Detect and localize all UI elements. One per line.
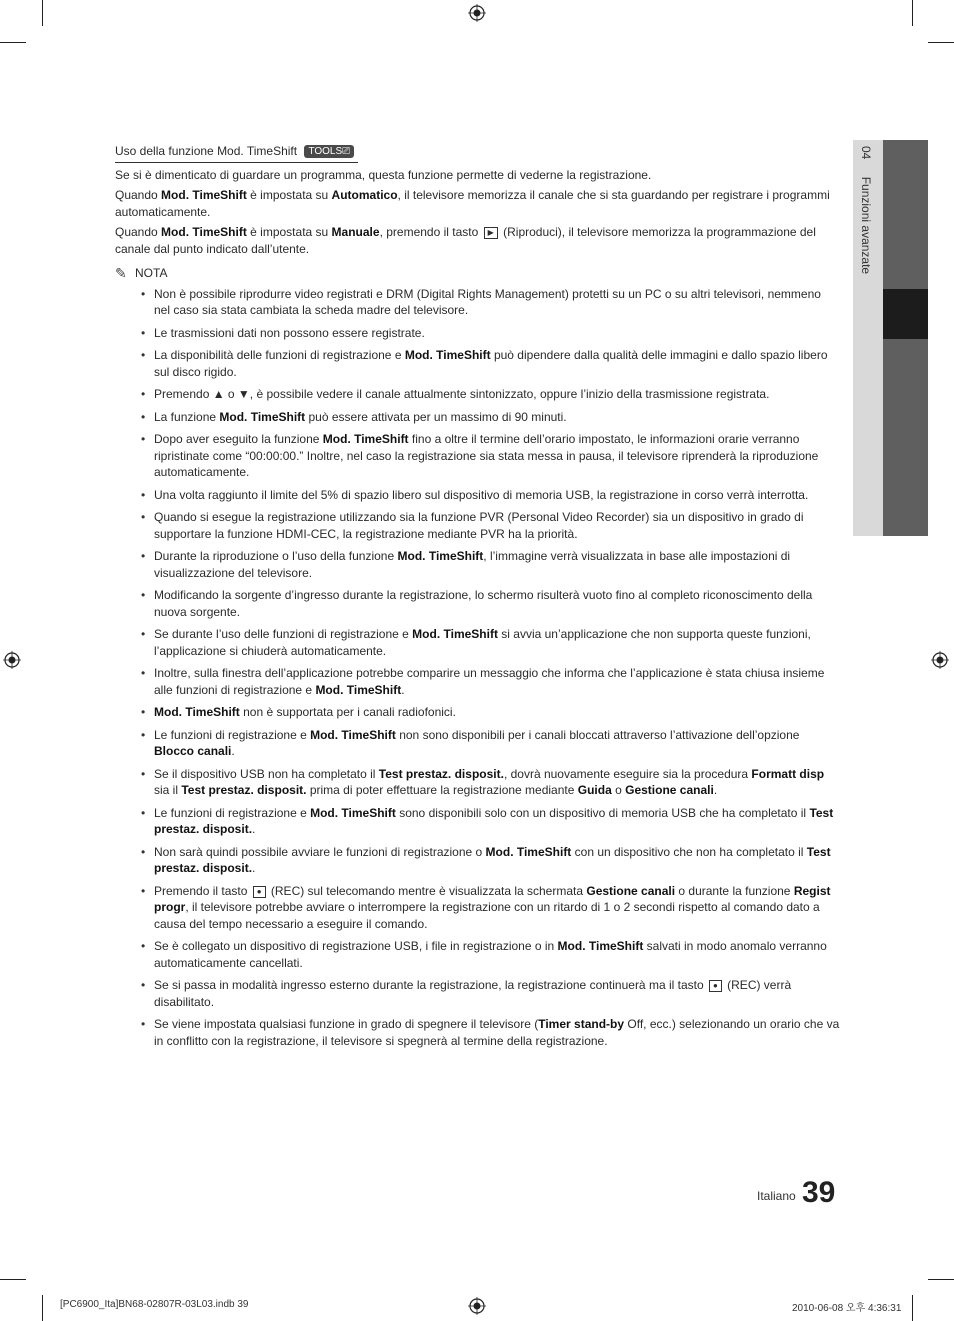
text-run: , premendo il tasto — [379, 225, 482, 239]
bold-term: Blocco canali — [154, 744, 232, 758]
text-run: Se viene impostata qualsiasi funzione in grado di spegnere il televisore ( — [154, 1017, 539, 1031]
text-run: Off, ecc.) selezionando un orario che va in conflitto con la registrazione, il televisore si spegnerà al termine della registrazione. — [154, 1017, 840, 1048]
text-run: . — [713, 783, 718, 797]
note-bullet-item — [154, 1016, 840, 1049]
text-run: La disponibilità delle funzioni di registrazione e — [154, 348, 405, 362]
text-run: . — [252, 861, 256, 875]
side-tab-active-marker — [883, 289, 928, 339]
crop-mark — [42, 0, 43, 26]
note-bullet-item — [154, 704, 840, 721]
note-bullet-item — [154, 766, 840, 799]
text-run: . — [252, 822, 256, 836]
bold-term: Mod. TimeShift — [485, 844, 572, 859]
intro-paragraphs — [115, 167, 840, 258]
text-run: Se durante l’uso delle funzioni di registrazione e — [154, 627, 413, 641]
registration-mark-icon — [468, 1297, 486, 1315]
text-run: Se si è dimenticato di guardare un programma, questa funzione permette di vederne la registrazione. — [115, 167, 652, 182]
text-run: (REC) verrà disabilitato. — [154, 978, 792, 1009]
text-run: Quando — [115, 225, 162, 239]
text-run: salvati in modo anomalo verranno automaticamente cancellati. — [154, 939, 827, 970]
bold-term: Gestione canali — [625, 783, 714, 797]
note-bullet-item — [154, 386, 840, 403]
note-bullet-item — [154, 665, 840, 698]
bold-term: Timer stand-by — [538, 1017, 625, 1031]
text-run: o — [611, 783, 626, 797]
text-run: , il televisore memorizza il canale che si sta guardando per registrare i programmi automaticamente. — [115, 188, 830, 219]
text-run: sono disponibili solo con un dispositivo di memoria USB che ha completato il — [395, 805, 810, 820]
text-run: prima di poter effettuare la registrazione mediante — [306, 783, 578, 797]
text-run: , l’immagine verrà visualizzata in base alle impostazioni di visualizzazione del televisore. — [154, 549, 791, 580]
note-bullet-list — [115, 286, 840, 1050]
bold-term: Mod. TimeShift — [154, 705, 240, 719]
crop-mark — [928, 1279, 954, 1280]
bold-term: Mod. TimeShift — [310, 727, 396, 742]
rec-button-icon: ● — [709, 980, 722, 992]
bold-term: Manuale — [331, 225, 380, 239]
note-bullet-item — [154, 938, 840, 971]
bold-term: Guida — [577, 783, 612, 797]
side-tab-dark-band — [883, 339, 928, 536]
bold-term: Formatt disp — [751, 766, 825, 781]
registration-mark-icon — [3, 651, 21, 669]
note-bullet-item — [154, 883, 840, 933]
text-run: Le funzioni di registrazione e — [154, 805, 311, 820]
bold-term: Mod. TimeShift — [557, 939, 644, 953]
note-bullet-item — [154, 805, 840, 838]
bold-term: Mod. TimeShift — [397, 549, 484, 563]
bold-term: Gestione canali — [586, 883, 676, 898]
note-bullet-item — [154, 727, 840, 760]
text-run: sia il — [154, 783, 182, 797]
registration-mark-icon — [468, 4, 486, 22]
print-date-info: 2010-06-08 오후 4:36:31 — [792, 1303, 902, 1314]
note-bullet-item — [154, 509, 840, 542]
crop-mark — [928, 42, 954, 43]
crop-mark — [42, 1295, 43, 1321]
crop-mark — [912, 1295, 913, 1321]
page-number: 39 — [802, 1176, 836, 1209]
crop-mark — [0, 1279, 26, 1280]
text-run: con un dispositivo che non ha completato il — [571, 844, 807, 859]
text-run: Quando — [115, 188, 162, 202]
text-run: Se si passa in modalità ingresso esterno durante la registrazione, la registrazione continuerà ma il tasto — [154, 978, 707, 992]
bold-term: Automatico — [331, 188, 398, 202]
body-paragraph — [115, 224, 840, 257]
section-title-text: Uso della funzione Mod. TimeShift — [115, 144, 298, 158]
note-label: NOTA — [135, 266, 168, 280]
bold-term: Test prestaz. disposit. — [181, 783, 307, 797]
text-run: può essere attivata per un massimo di 90 minuti. — [305, 409, 567, 424]
bold-term: Mod. TimeShift — [315, 682, 402, 697]
text-run: , dovrà nuovamente eseguire sia la procedura — [503, 766, 752, 781]
text-run: (REC) sul telecomando mentre è visualizzata la schermata — [267, 883, 587, 898]
bold-term: Mod. TimeShift — [161, 225, 247, 239]
text-run: . — [231, 744, 235, 758]
bold-term: Regist progr — [154, 883, 831, 914]
note-bullet-item — [154, 626, 840, 659]
note-bullet-item — [154, 325, 840, 342]
crop-mark — [0, 42, 26, 43]
text-run: è impostata su — [246, 188, 332, 202]
bold-term: Test prestaz. disposit. — [378, 766, 504, 781]
print-file-info: [PC6900_Ita]BN68-02807R-03L03.indb 39 — [60, 1299, 249, 1310]
pencil-note-icon: ✎ — [115, 265, 127, 281]
chapter-number: 04 — [859, 146, 873, 160]
footer-language: Italiano — [757, 1189, 796, 1203]
chapter-side-tab — [853, 140, 928, 536]
text-run: . — [401, 682, 405, 697]
note-bullet-item — [154, 286, 840, 319]
text-run: Se è collegato un dispositivo di registrazione USB, i file in registrazione o in — [154, 939, 558, 953]
play-button-icon: ▶ — [484, 227, 498, 239]
text-run: o durante la funzione — [675, 883, 794, 898]
note-bullet-item — [154, 548, 840, 581]
note-bullet-item — [154, 487, 840, 504]
bold-term: Test prestaz. disposit. — [154, 844, 831, 875]
text-run: Dopo aver eseguito la funzione — [154, 432, 323, 446]
text-run: Modificando la sorgente d’ingresso durante la registrazione, lo schermo risulterà vuoto fino al completo riconoscimento della nuova sorgente. — [154, 588, 813, 619]
text-run: non è supportata per i canali radiofonici. — [239, 705, 456, 719]
note-bullet-item — [154, 431, 840, 481]
crop-mark — [912, 0, 913, 26]
registration-mark-icon — [931, 651, 949, 669]
rec-button-icon: ● — [253, 886, 266, 898]
text-run: non sono disponibili per i canali bloccati attraverso l’attivazione dell’opzione — [395, 727, 800, 742]
text-run: Quando si esegue la registrazione utilizzando sia la funzione PVR (Personal Video Recorder) sia un dispositivo in grado di supportare la funzione HDMI-CEC, la registrazione mediante PVR ha la priorità. — [154, 510, 804, 541]
text-run: , il televisore potrebbe avviare o interrompere la registrazione con un ritardo di 1 o 2 secondi rispetto al comando dato a causa del tempo necessario a eseguire il comando. — [154, 900, 820, 931]
note-bullet-item — [154, 587, 840, 620]
bold-term: Test prestaz. disposit. — [154, 805, 834, 836]
text-run: Inoltre, sulla finestra dell’applicazione potrebbe comparire un messaggio che informa che l’applicazione è stata chiusa insieme alle funzioni di registrazione e — [154, 666, 825, 697]
text-run: Premendo ▲ o ▼, è possibile vedere il canale attualmente sintonizzato, oppure l’inizio della trasmissione registrata. — [154, 387, 770, 401]
text-run: Le trasmissioni dati non possono essere registrate. — [154, 325, 425, 340]
note-heading — [115, 265, 840, 282]
tools-icon: ⎚ — [342, 146, 351, 157]
bold-term: Mod. TimeShift — [219, 409, 306, 424]
bold-term: Mod. TimeShift — [404, 348, 491, 362]
body-paragraph — [115, 167, 840, 184]
text-run: (Riproduci), il televisore memorizza la programmazione del canale dal punto indicato dall’utente. — [115, 225, 816, 256]
tools-badge-label: TOOLS — [308, 146, 343, 157]
bold-term: Mod. TimeShift — [322, 432, 409, 446]
text-run: fino a oltre il termine dell’orario impostato, le informazioni orarie verranno ripristinate come “00:00:00.” Inoltre, nel caso la registrazione sia stata messa in pausa, il televisore riprenderà la riproduzione automaticamente. — [154, 432, 819, 479]
note-bullet-item — [154, 844, 840, 877]
text-run: Non sarà quindi possibile avviare le funzioni di registrazione o — [154, 844, 486, 859]
note-bullet-item — [154, 409, 840, 426]
bold-term: Mod. TimeShift — [310, 805, 396, 820]
text-run: può dipendere dalla qualità delle immagini e dallo spazio libero sul disco rigido. — [154, 348, 828, 379]
text-run: Una volta raggiunto il limite del 5% di spazio libero sul dispositivo di memoria USB, la registrazione in corso verrà interrotta. — [154, 487, 809, 502]
chapter-label — [859, 146, 873, 274]
bold-term: Mod. TimeShift — [412, 627, 498, 641]
section-title — [115, 142, 358, 163]
bold-term: Mod. TimeShift — [161, 188, 247, 202]
side-tab-dark-band — [883, 140, 928, 289]
note-bullet-item — [154, 347, 840, 380]
text-run: è impostata su — [246, 225, 332, 239]
text-run: si avvia un’applicazione che non supporta queste funzioni, l’applicazione si chiuderà automaticamente. — [154, 627, 811, 658]
note-bullet-item — [154, 977, 840, 1010]
chapter-title: Funzioni avanzate — [859, 176, 873, 275]
main-content — [115, 142, 840, 1055]
text-run: Non è possibile riprodurre video registrati e DRM (Digital Rights Management) protetti su un PC o su altri televisori, nemmeno nel caso sia stata cambiata la scheda madre del televisore. — [154, 286, 821, 317]
text-run: Durante la riproduzione o l’uso della funzione — [154, 549, 398, 563]
text-run: La funzione — [154, 409, 220, 424]
text-run: Le funzioni di registrazione e — [154, 727, 311, 742]
body-paragraph — [115, 187, 840, 220]
text-run: Se il dispositivo USB non ha completato il — [154, 766, 379, 781]
tools-badge — [304, 145, 354, 158]
text-run: Premendo il tasto — [154, 883, 251, 898]
